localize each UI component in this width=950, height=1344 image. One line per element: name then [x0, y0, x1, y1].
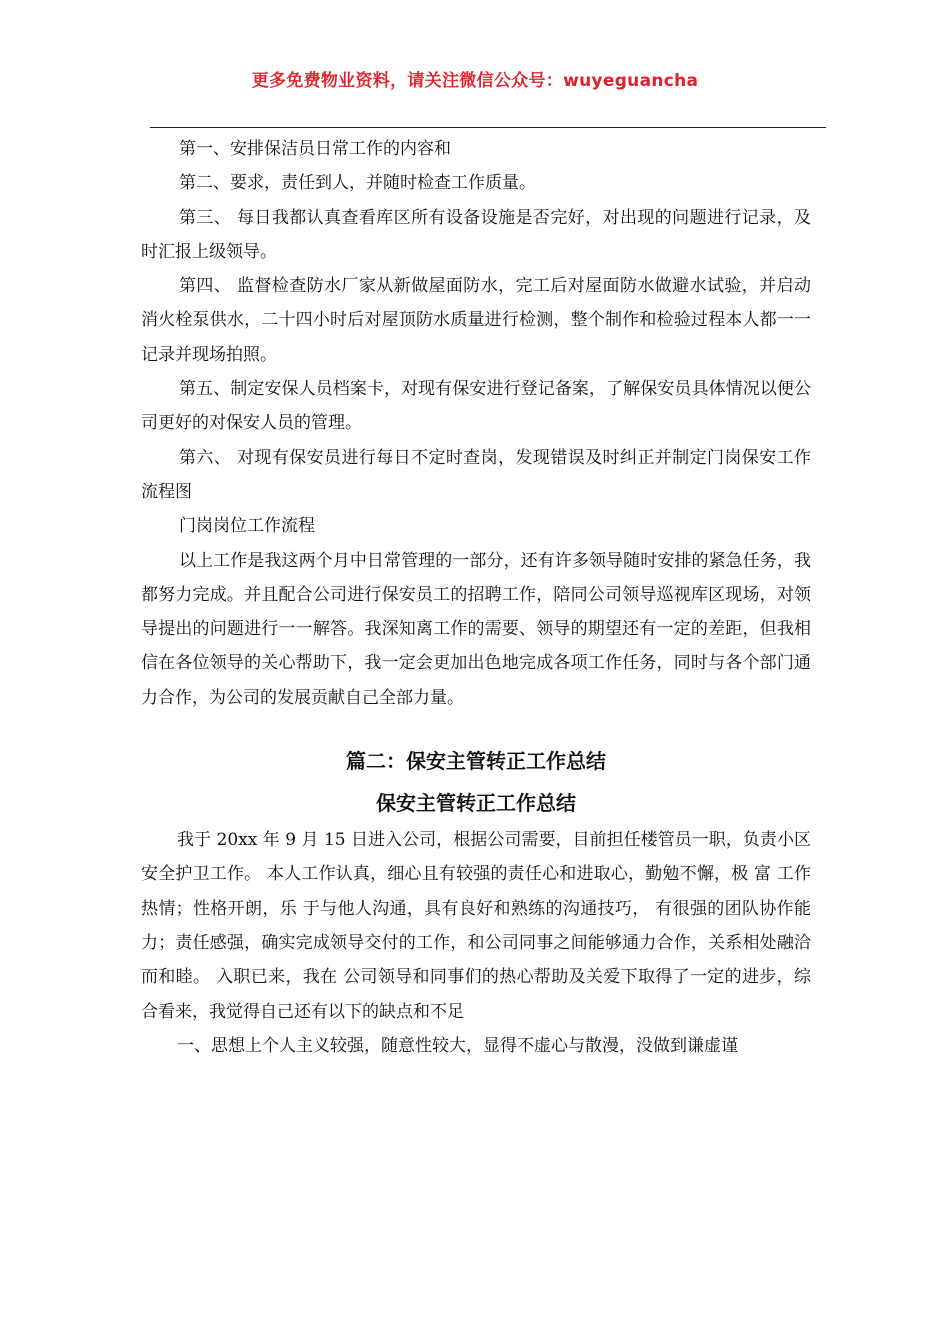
paragraph-item-6: 第六、 对现有保安员进行每日不定时查岗，发现错误及时纠正并制定门岗保安工作流程图 — [141, 447, 811, 502]
paragraph-intro: 我于 20xx 年 9 月 15 日进入公司，根据公司需要，目前担任楼管员一职，负责小区安全护卫工作。 本人工作认真，细心且有较强的责任心和进取心，勤勉不懈，极 富 工作热情；性格开朗，乐 于与他人沟通，具有良好和熟练的沟通技巧， 有很强的团队协作能力；责任感强，确实完成领导交付的工作，和公司同事之间能够通力合作，关系相处融洽而和睦。 入职已来，我在 公司领导和同事们的热心帮助及关爱下取得了一定的进步，综合看来，我觉得自己还有以下的缺点和不足 — [141, 830, 811, 1022]
paragraph-item-1: 第一、安排保洁员日常工作的内容和 — [179, 139, 451, 159]
paragraph-item-2: 第二、要求，责任到人，并随时检查工作质量。 — [179, 173, 536, 194]
header-divider — [150, 127, 826, 128]
paragraph-item-4: 第四、 监督检查防水厂家从新做屋面防水，完工后对屋面防水做避水试验，并启动消火栓泵供水，二十四小时后对屋顶防水质量进行检测，整个制作和检验过程本人都一一记录并现场拍照。 — [141, 276, 811, 365]
promo-banner: 更多免费物业资料，请关注微信公众号：wuyeguancha — [251, 71, 699, 91]
paragraph-shortcoming-1: 一、思想上个人主义较强，随意性较大，显得不虚心与散漫，没做到谦虚谨 — [177, 1035, 738, 1056]
paragraph-item-3: 第三、 每日我都认真查看库区所有设备设施是否完好，对出现的问题进行记录，及时汇报上级领导。 — [141, 207, 811, 262]
section-heading: 篇二：保安主管转正工作总结 — [346, 749, 606, 774]
section-title: 保安主管转正工作总结 — [376, 791, 576, 816]
document-body — [141, 132, 811, 1063]
paragraph-flow-title: 门岗岗位工作流程 — [179, 516, 315, 537]
paragraph-summary: 以上工作是我这两个月中日常管理的一部分，还有许多领导随时安排的紧急任务，我都努力完成。并且配合公司进行保安员工的招聘工作，陪同公司领导巡视库区现场，对领导提出的问题进行一一解答。我深知离工作的需要、领导的期望还有一定的差距，但我相信在各位领导的关心帮助下，我一定会更加出色地完成各项工作任务，同时与各个部门通力合作，为公司的发展贡献自己全部力量。 — [141, 550, 811, 708]
paragraph-item-5: 第五、制定安保人员档案卡，对现有保安进行登记备案，了解保安员具体情况以便公司更好的对保安人员的管理。 — [141, 379, 811, 434]
